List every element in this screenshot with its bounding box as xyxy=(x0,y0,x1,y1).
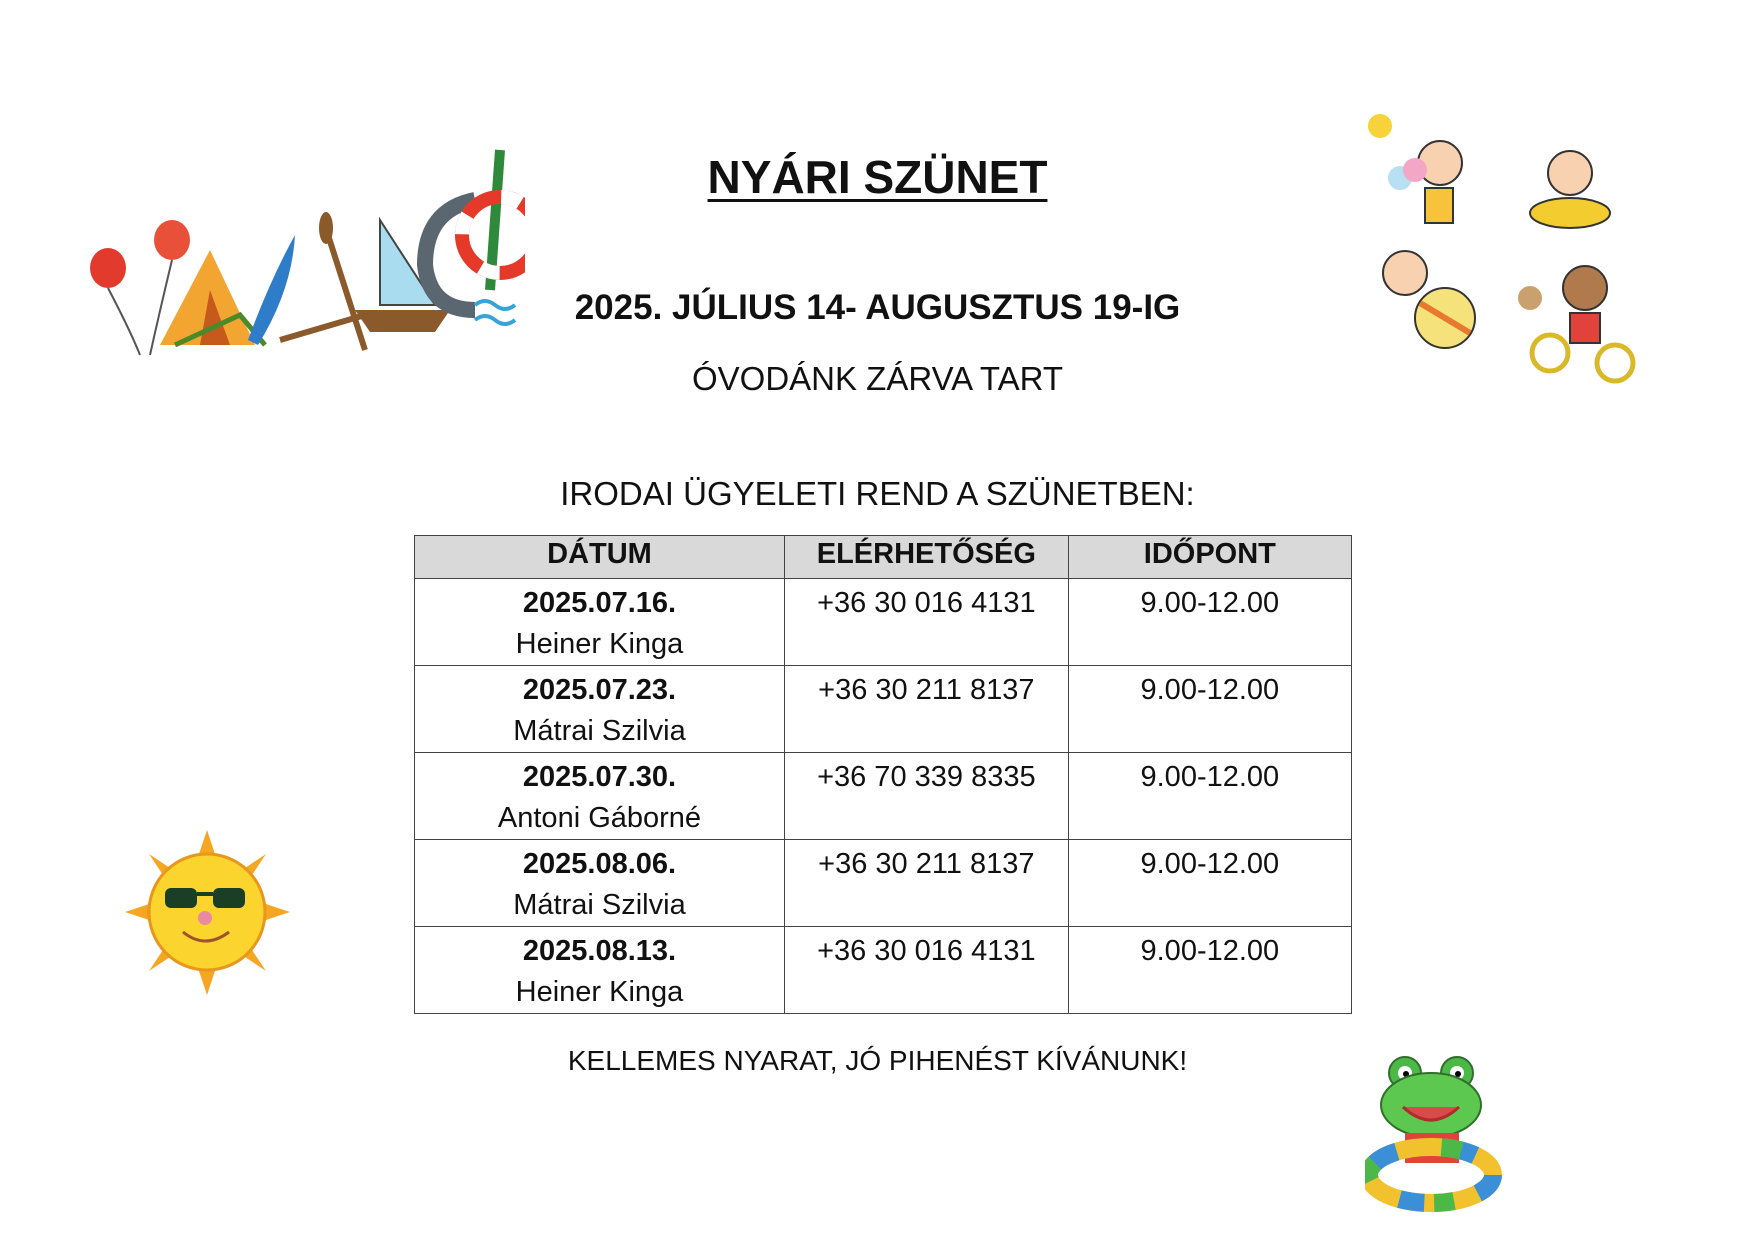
date-cell xyxy=(415,753,785,840)
closure-period: 2025. JÚLIUS 14- AUGUSZTUS 19-IG xyxy=(574,288,1181,327)
table-row xyxy=(415,840,1352,927)
time-cell: 9.00-12.00 xyxy=(1068,579,1351,666)
phone-cell: +36 30 211 8137 xyxy=(784,840,1068,927)
duty-person: Heiner Kinga xyxy=(515,976,684,1008)
date-cell xyxy=(415,927,785,1014)
duty-date: 2025.07.30. xyxy=(522,761,677,793)
duty-date: 2025.07.16. xyxy=(522,587,677,619)
duty-schedule-table xyxy=(414,535,1352,1014)
phone-cell: +36 70 339 8335 xyxy=(784,753,1068,840)
table-row xyxy=(415,579,1352,666)
closed-notice: ÓVODÁNK ZÁRVA TART xyxy=(691,360,1064,397)
closing-wish: KELLEMES NYARAT, JÓ PIHENÉST KÍVÁNUNK! xyxy=(567,1045,1188,1076)
duty-date: 2025.08.06. xyxy=(522,848,677,880)
header-date: DÁTUM xyxy=(415,536,785,579)
date-cell xyxy=(415,579,785,666)
table-row xyxy=(415,927,1352,1014)
date-cell xyxy=(415,840,785,927)
duty-person: Mátrai Szilvia xyxy=(513,715,686,747)
duty-date: 2025.08.13. xyxy=(522,935,677,967)
header-contact: ELÉRHETŐSÉG xyxy=(784,536,1068,579)
frog-illustration xyxy=(1365,1055,1515,1215)
duty-date: 2025.07.23. xyxy=(522,674,677,706)
time-cell: 9.00-12.00 xyxy=(1068,840,1351,927)
time-cell: 9.00-12.00 xyxy=(1068,753,1351,840)
page-title xyxy=(0,150,1755,204)
table-row xyxy=(415,666,1352,753)
duty-person: Mátrai Szilvia xyxy=(513,889,686,921)
table-header-row xyxy=(415,536,1352,579)
phone-cell: +36 30 016 4131 xyxy=(784,927,1068,1014)
sun-illustration xyxy=(125,830,290,995)
header-time: IDŐPONT xyxy=(1068,536,1351,579)
page-title-text: NYÁRI SZÜNET xyxy=(707,151,1048,203)
phone-cell: +36 30 016 4131 xyxy=(784,579,1068,666)
duty-person: Heiner Kinga xyxy=(515,628,684,660)
duty-person: Antoni Gáborné xyxy=(497,802,702,834)
date-cell xyxy=(415,666,785,753)
time-cell: 9.00-12.00 xyxy=(1068,927,1351,1014)
time-cell: 9.00-12.00 xyxy=(1068,666,1351,753)
duty-schedule-heading: IRODAI ÜGYELETI REND A SZÜNETBEN: xyxy=(560,475,1195,512)
table-row xyxy=(415,753,1352,840)
phone-cell: +36 30 211 8137 xyxy=(784,666,1068,753)
